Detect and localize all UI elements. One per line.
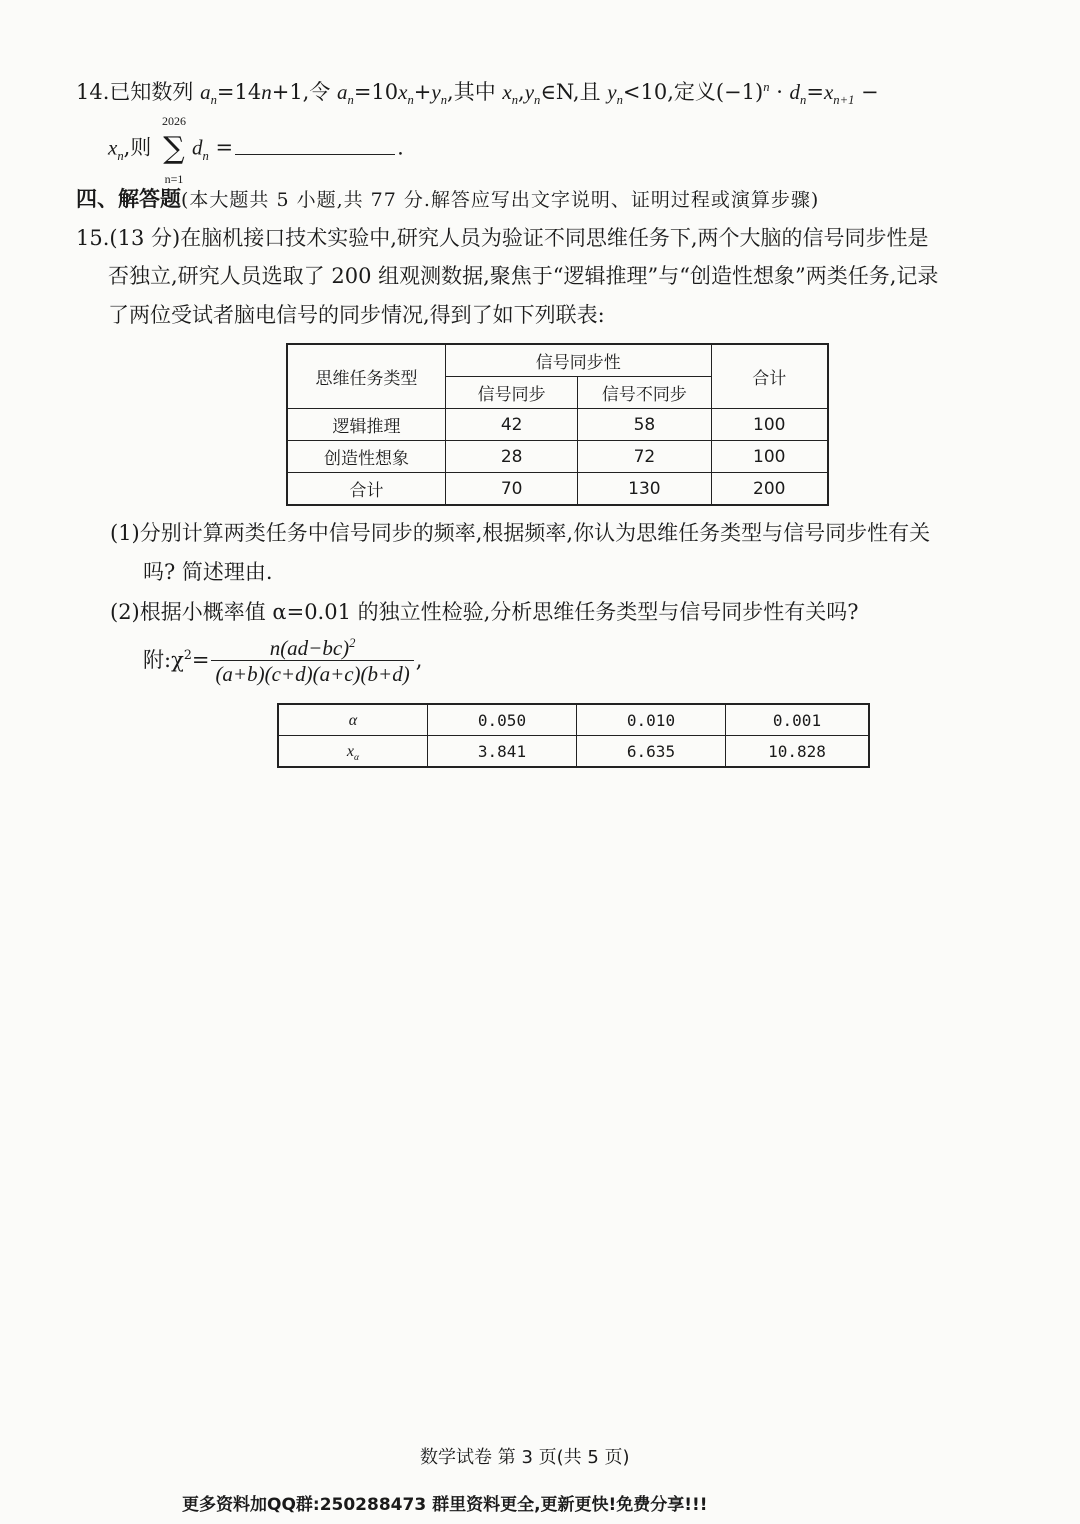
- q14-number: 14.: [76, 80, 110, 104]
- formula-fraction: $\frac{n(ad-bc)^2}{(a+b)(c+d)(a+c)(b+d)}$: [211, 636, 413, 687]
- summation: 2026 ∑ n=1: [161, 114, 186, 186]
- header-task: 思维任务类型: [287, 344, 446, 409]
- table-row: 逻辑推理 42 58 100: [287, 409, 828, 441]
- q15-line2: 否独立,研究人员选取了 200 组观测数据,聚焦于“逻辑推理”与“创造性想象”两类任务,记录: [108, 264, 939, 288]
- q15-sub1-line1: (1)分别计算两类任务中信号同步的频率,根据频率,你认为思维任务类型与信号同步性有关: [110, 521, 931, 545]
- answer-blank: [235, 136, 395, 155]
- table-row: $x_\alpha$ 3.841 6.635 10.828: [278, 736, 869, 768]
- q15-sub1-line2: 吗? 简述理由.: [143, 560, 273, 584]
- header-sync: 信号同步性: [446, 344, 712, 377]
- section-heading: [76, 186, 819, 212]
- page-footer: 数学试卷 第 3 页(共 5 页): [420, 1447, 630, 1468]
- chi-square-formula: 附$:\chi^2=$ $\frac{n(ad-bc)^2}{(a+b)(c+d)(a+c)(b+d)}$ ,: [143, 636, 423, 687]
- promo-text: 更多资料加QQ群:250288473 群里资料更全,更新更快!免费分享!!!: [182, 1495, 708, 1515]
- q15-number: 15.: [76, 226, 110, 250]
- section-note: (本大题共 5 小题,共 77 分.解答应写出文字说明、证明过程或演算步骤): [181, 189, 820, 211]
- subheader-sync: 信号同步: [446, 377, 578, 409]
- q15-line1: 15.(13 分)在脑机接口技术实验中,研究人员为验证不同思维任务下,两个大脑的信号同步性是: [76, 226, 929, 250]
- q15-sub2: (2)根据小概率值 α=0.01 的独立性检验,分析思维任务类型与信号同步性有关吗?: [110, 600, 859, 624]
- section-title: 四、解答题: [76, 186, 181, 211]
- table-row: 合计 70 130 200: [287, 473, 828, 506]
- q14-line2: $x_n$,则 2026 ∑ n=1 $d_n$ = .: [108, 114, 404, 186]
- q15-line3: 了两位受试者脑电信号的同步情况,得到了如下列联表:: [108, 303, 605, 327]
- q14-line1: 14.已知数列 $a_n=14n+1$,令 $a_n=10x_n+y_n$,其中 $x_n,y_n\in N$,且 $y_n<10$,定义$(-1)^n \cdot d_n=x_{n+1}$ −: [76, 80, 879, 108]
- subheader-nosync: 信号不同步: [578, 377, 711, 409]
- table-row: 创造性想象 28 72 100: [287, 441, 828, 473]
- contingency-table: [286, 343, 829, 506]
- critical-value-table: [277, 703, 870, 768]
- header-total: 合计: [711, 344, 828, 409]
- table-row: α 0.050 0.010 0.001: [278, 704, 869, 736]
